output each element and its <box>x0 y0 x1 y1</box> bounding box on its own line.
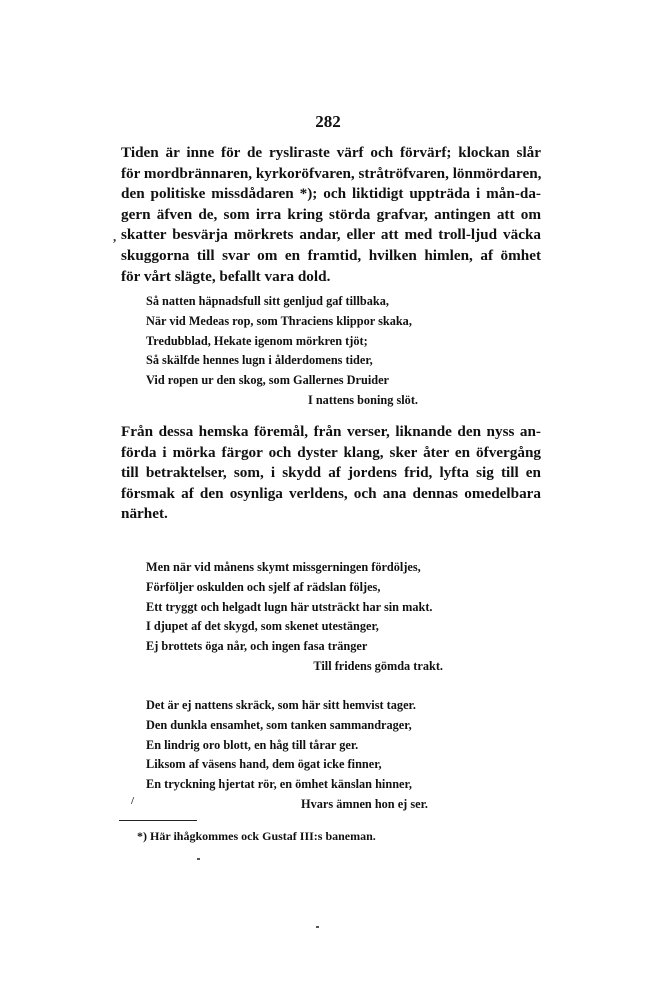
verse-line: Den dunkla ensamhet, som tanken sammandrager, <box>146 717 412 732</box>
verse-line-indented: Till fridens gömda trakt. <box>313 658 443 673</box>
verse-line-indented: I nattens boning slöt. <box>307 392 418 407</box>
text-line: försmak af den osynliga verldens, och ana dennas omedelbara <box>121 484 541 502</box>
page-number: 282 <box>315 112 341 131</box>
footnote: *) Här ihågkommes ock Gustaf III:s baneman. <box>137 829 376 843</box>
verse-stanza-2 <box>146 558 476 677</box>
verse-line: Liksom af väsens hand, dem ögat icke finner, <box>146 757 382 772</box>
verse-line: Ej brottets öga når, och ingen fasa tränger <box>146 639 368 654</box>
prose-paragraph-2 <box>121 422 541 525</box>
verse-line: Men när vid månens skymt missgerningen fördöljes, <box>146 560 421 574</box>
verse-line: Ett tryggt och helgadt lugn här utsträckt har sin makt. <box>146 599 433 614</box>
text-line: till betraktelser, som, i skydd af jordens frid, lyfta sig till en <box>121 464 541 482</box>
text-line: gern äfven de, som irra kring störda grafvar, antingen att om <box>121 205 541 223</box>
verse-line: I djupet af det skygd, som skenet utestänger, <box>146 619 379 634</box>
print-speck <box>197 858 200 860</box>
text-line: skatter besvärja mörkrets andar, eller att med troll-ljud väcka <box>121 226 541 244</box>
footnote-rule <box>119 820 197 821</box>
text-line: skuggorna till svar om en framtid, hvilken himlen, af ömhet <box>121 246 541 264</box>
text-line: förda i mörka färgor och dyster klang, sker åter en öfvergång <box>121 443 541 461</box>
verse-line: Så skälfde hennes lugn i ålderdomens tider, <box>146 353 373 368</box>
margin-tick-mark: / <box>131 795 135 807</box>
verse-line: En lindrig oro blott, en håg till tårar ger. <box>146 737 359 752</box>
verse-line-indented: Hvars ämnen hon ej ser. <box>301 796 428 811</box>
text-line: för mordbrännaren, kyrkoröfvaren, stråtröfvaren, lönmördaren, <box>121 164 542 182</box>
verse-stanza-1 <box>146 292 476 411</box>
margin-comma-mark: , <box>113 229 117 244</box>
print-speck <box>316 926 319 928</box>
text-line: den politiske missdådaren *); och liktidigt uppträda i mån-da- <box>121 185 541 203</box>
verse-line: När vid Medeas rop, som Thraciens klippor skaka, <box>146 313 412 328</box>
verse-line: Det är ej nattens skräck, som här sitt hemvist tager. <box>146 698 416 712</box>
verse-line: Vid ropen ur den skog, som Gallernes Druider <box>146 373 389 388</box>
text-line: närhet. <box>121 505 168 523</box>
verse-line: En tryckning hjertat rör, en ömhet känslan hinner, <box>146 777 412 792</box>
prose-paragraph-1 <box>121 143 541 287</box>
verse-line: Tredubblad, Hekate igenom mörkren tjöt; <box>146 333 368 348</box>
text-line: för vårt slägte, befallt vara dold. <box>121 267 331 285</box>
text-line: Från dessa hemska föremål, från verser, liknande den nyss an- <box>121 423 541 440</box>
verse-stanza-3 <box>146 696 476 815</box>
verse-line: Förföljer oskulden och sjelf af rädslan följes, <box>146 579 381 594</box>
text-line: Tiden är inne för de ryslігaste värf och förvärf; klockan slår <box>121 144 541 161</box>
verse-line: Så natten häpnadsfull sitt genljud gaf tillbaka, <box>146 294 389 308</box>
